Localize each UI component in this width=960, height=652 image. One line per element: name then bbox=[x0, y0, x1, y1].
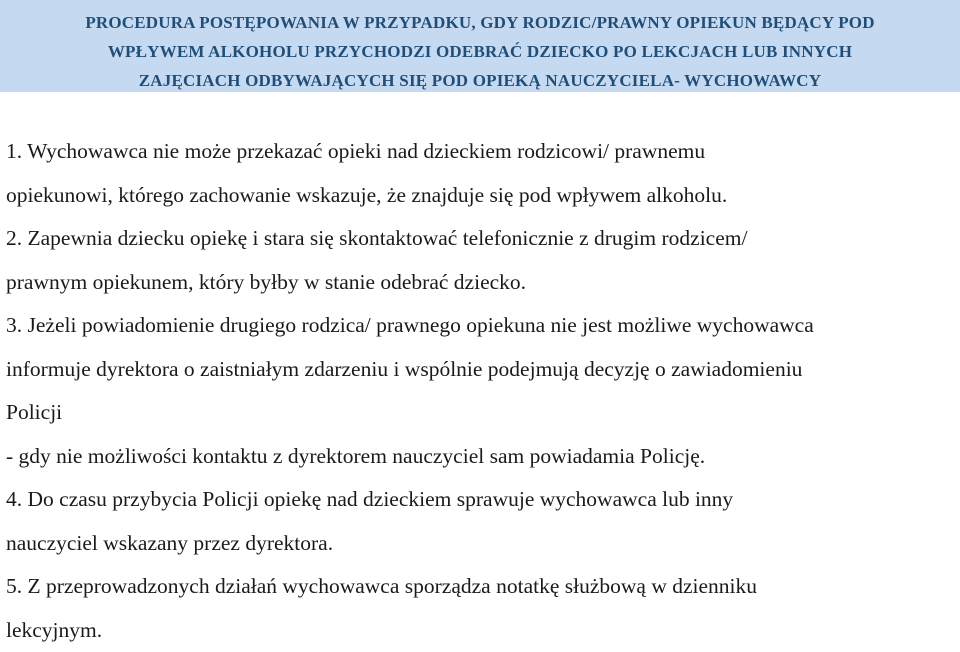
heading-line-1: PROCEDURA POSTĘPOWANIA W PRZYPADKU, GDY RODZIC/PRAWNY OPIEKUN BĘDĄCY POD bbox=[6, 8, 954, 37]
heading-line-2: WPŁYWEM ALKOHOLU PRZYCHODZI ODEBRAĆ DZIECKO PO LEKCJACH LUB INNYCH bbox=[6, 37, 954, 66]
text-line: Policji bbox=[6, 391, 956, 435]
text-line: lekcyjnym. bbox=[6, 609, 956, 652]
text-line: informuje dyrektora o zaistniałym zdarzeniu i wspólnie podejmują decyzję o zawiadomieniu bbox=[6, 348, 956, 392]
text-line: nauczyciel wskazany przez dyrektora. bbox=[6, 522, 956, 566]
text-line: opiekunowi, którego zachowanie wskazuje, że znajduje się pod wpływem alkoholu. bbox=[6, 174, 956, 218]
text-line: 4. Do czasu przybycia Policji opiekę nad dzieckiem sprawuje wychowawca lub inny bbox=[6, 478, 956, 522]
text-line: 5. Z przeprowadzonych działań wychowawca sporządza notatkę służbową w dzienniku bbox=[6, 565, 956, 609]
procedure-heading bbox=[0, 0, 960, 92]
text-line: prawnym opiekunem, który byłby w stanie odebrać dziecko. bbox=[6, 261, 956, 305]
heading-line-3: ZAJĘCIACH ODBYWAJĄCYCH SIĘ POD OPIEKĄ NAUCZYCIELA- WYCHOWAWCY bbox=[6, 66, 954, 95]
text-line: 2. Zapewnia dziecku opiekę i stara się skontaktować telefonicznie z drugim rodzicem/ bbox=[6, 217, 956, 261]
text-line: 1. Wychowawca nie może przekazać opieki nad dzieckiem rodzicowi/ prawnemu bbox=[6, 130, 956, 174]
procedure-body bbox=[6, 130, 956, 652]
text-line: 3. Jeżeli powiadomienie drugiego rodzica/ prawnego opiekuna nie jest możliwe wychowawca bbox=[6, 304, 956, 348]
text-line: - gdy nie możliwości kontaktu z dyrektorem nauczyciel sam powiadamia Policję. bbox=[6, 435, 956, 479]
